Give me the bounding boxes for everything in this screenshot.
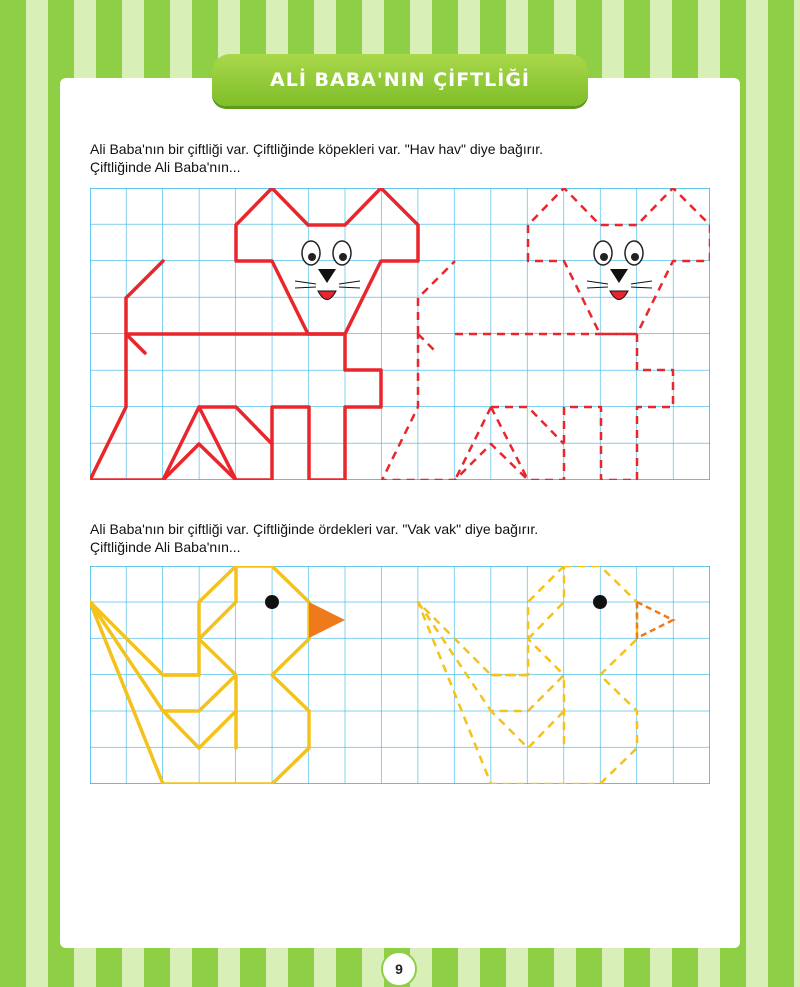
duck-instructions xyxy=(90,520,730,556)
page-number: 9 xyxy=(381,951,417,987)
duck-eye-trace xyxy=(593,595,607,609)
page-title: ALİ BABA'NIN ÇİFTLİĞİ xyxy=(270,69,530,91)
dog-text-line1: Ali Baba'nın bir çiftliği var. Çiftliğinde köpekleri var. "Hav hav" diye bağırır. xyxy=(90,141,544,157)
duck-text-line2: Çiftliğinde Ali Baba'nın... xyxy=(90,539,241,555)
duck-eye xyxy=(265,595,279,609)
dog-instructions xyxy=(90,140,730,176)
dog-drawing-grid xyxy=(90,188,710,480)
title-banner xyxy=(212,54,588,106)
dog-grid-svg xyxy=(90,188,710,480)
dog-text-line2: Çiftliğinde Ali Baba'nın... xyxy=(90,159,241,175)
duck-drawing-grid xyxy=(90,566,710,784)
duck-grid-svg xyxy=(90,566,710,784)
duck-text-line1: Ali Baba'nın bir çiftliği var. Çiftliğinde ördekleri var. "Vak vak" diye bağırır. xyxy=(90,521,539,537)
